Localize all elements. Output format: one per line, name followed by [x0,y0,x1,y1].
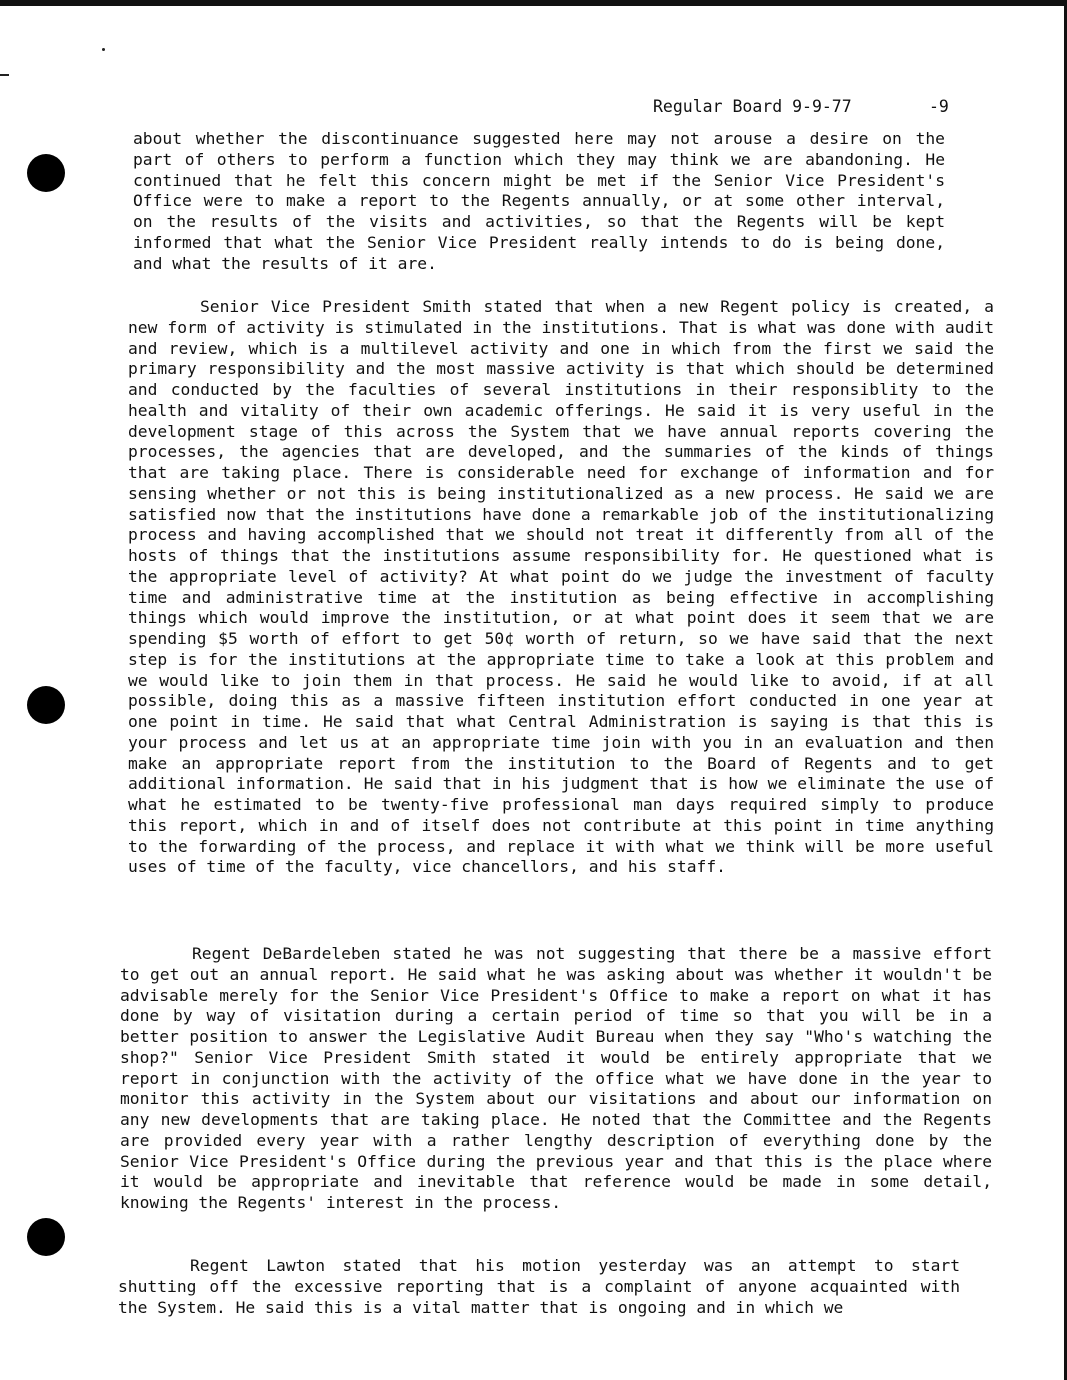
scan-speck [102,48,105,51]
punch-hole-top [27,154,65,192]
paragraph-debardeleben-statement: Regent DeBardeleben stated he was not suggesting that there be a massive effort to get out an annual report. He said what he was asking about was whether it wouldn't be advisable merely for the Senior Vice President's Office to make a report on what it has done by way of visitation during a certain period of time so that you will be in a better position to answer the Legislative Audit Bureau when they say "Who's watching the shop?" Senior Vice President Smith stated it would be entirely appropriate that we report in conjunction with the activity of the office what we have done in the year to monitor this activity in the System about our visitations and about our information on any new developments that are taking place. He noted that the Committee and the Regents are provided every year with a rather lengthy description of everything done by the Senior Vice President's Office during the previous year and that this is the place where it would be appropriate and inevitable that reference would be made in some detail, knowing the Regents' interest in the process. [120,944,992,1212]
punch-hole-bottom [27,1218,65,1256]
paragraph-lawton-statement: Regent Lawton stated that his motion yesterday was an attempt to start shutting off the excessive reporting that is a complaint of anyone acquainted with the System. He said this is a vital matter that is ongoing and in which we [118,1256,960,1317]
page-header [653,95,963,119]
top-scan-edge [0,0,1067,6]
paragraph-continuation: about whether the discontinuance suggested here may not arouse a desire on the part of others to perform a function which they may think we are abandoning. He continued that he felt this concern might be met if the Senior Vice President's Office were to make a report to the Regents annually, or at some other interval, on the results of the visits and activities, so that the Regents will be kept informed that what the Senior Vice President really intends to do is being done, and what the results of it are. [133,129,945,273]
paragraph-smith-statement: Senior Vice President Smith stated that when a new Regent policy is created, a new form of activity is stimulated in the institutions. That is what was done with audit and review, which is a multilevel activity and one in which from the first we said the primary responsibility and the most massive activity is that which should be determined and conducted by the faculties of several institutions in their responsiblity to the health and vitality of their own academic offerings. He said it is very useful in the development stage of this across the System that we have annual reports covering the processes, the agencies that are developed, and the summaries of the kinds of things that are taking place. There is considerable need for exchange of information and for sensing whether or not this is being institutionalized as a new process. He said we are satisfied now that the institutions have done a remarkable job of the institutionalizing process and having accomplished that we should not treat it differently from all of the hosts of things that the institutions assume responsibility for. He questioned what is the appropriate level of activity? At what point do we judge the investment of faculty time and administrative time at the institution as being effective in accomplishing things which would improve the institution, or at what point does it seem that we are spending $5 worth of effort to get 50¢ worth of return, so we have said that the next step is for the institutions at the appropriate time to take a look at this problem and we would like to join them in that process. He said he would like to avoid, if at all possible, doing this as a massive fifteen institution effort conducted in one year at one point in time. He said that what Central Administration is saying is that this is your process and let us at an appropriate time join with you in an evaluation and then make an appropriate report from the institution to the Board of Regents and to get additional information. He said that in his judgment that is how we eliminate the use of what he estimated to be twenty-five professional man days required simply to produce this report, which in and of itself does not contribute at this point in time anything to the forwarding of the process, and replace it with what we think will be more useful uses of time of the faculty, vice chancellors, and his staff. [128,297,994,877]
margin-tick-mark [0,74,9,76]
header-title: Regular Board 9-9-77 [653,97,852,116]
page-number: -9 [929,97,949,116]
punch-hole-middle [27,686,65,724]
